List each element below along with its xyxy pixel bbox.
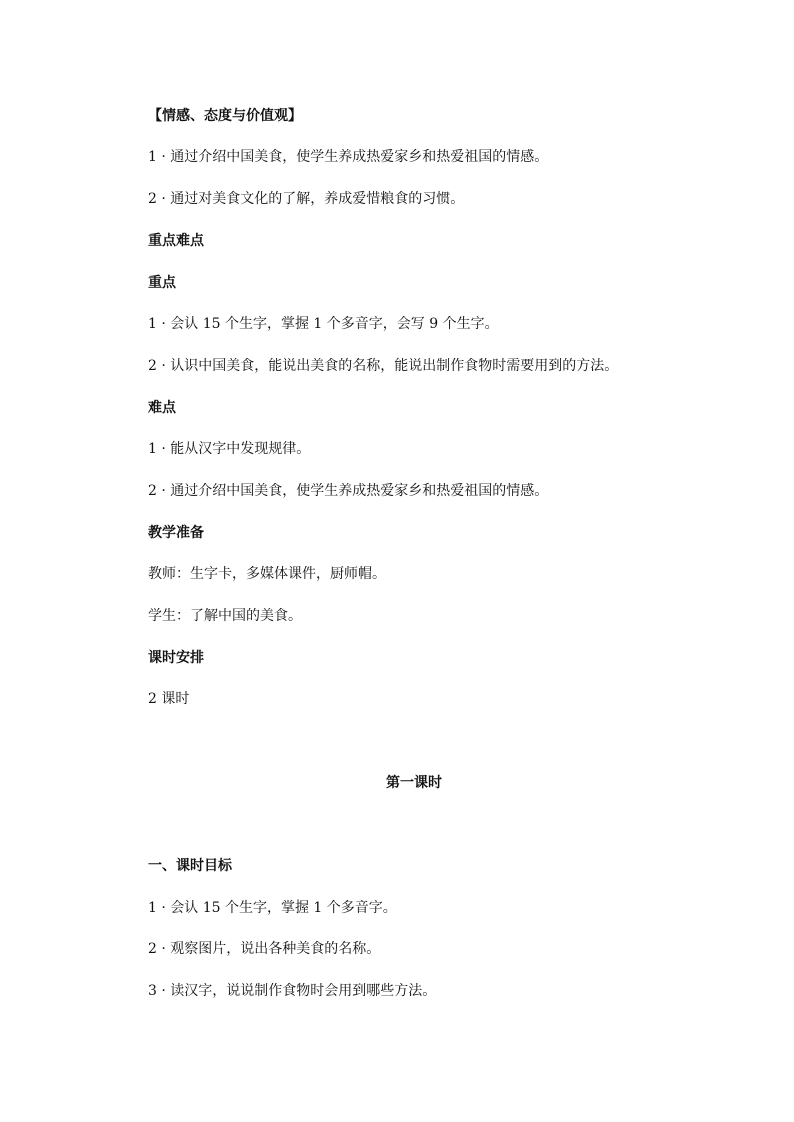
values-item-2: 2 · 通过对美食文化的了解，养成爱惜粮食的习惯。 <box>148 191 465 207</box>
difficulty-item-2: 2 · 通过介绍中国美食，使学生养成热爱家乡和热爱祖国的情感。 <box>148 483 549 499</box>
objective-item-2: 2 · 观察图片，说出各种美食的名称。 <box>148 941 381 957</box>
section-heading-schedule: 课时安排 <box>148 650 204 666</box>
objective-item-3: 3 · 读汉字，说说制作食物时会用到哪些方法。 <box>148 983 437 999</box>
values-item-1: 1 · 通过介绍中国美食，使学生养成热爱家乡和热爱祖国的情感。 <box>148 149 549 165</box>
preparation-student: 学生：了解中国的美食。 <box>148 608 302 624</box>
focus-item-2: 2 · 认识中国美食，能说出美食的名称，能说出制作食物时需要用到的方法。 <box>148 358 619 374</box>
difficulty-item-1: 1 · 能从汉字中发现规律。 <box>148 441 311 457</box>
schedule-value: 2 课时 <box>148 691 190 707</box>
lesson-title: 第一课时 <box>386 775 442 791</box>
objective-item-1: 1 · 会认 15 个生字，掌握 1 个多音字。 <box>148 900 397 916</box>
section-heading-objectives: 一、课时目标 <box>148 858 232 874</box>
subheading-focus: 重点 <box>148 275 176 291</box>
subheading-difficulty: 难点 <box>148 400 176 416</box>
focus-item-1: 1 · 会认 15 个生字，掌握 1 个多音字，会写 9 个生字。 <box>148 316 499 332</box>
section-heading-values: 【情感、态度与价值观】 <box>148 108 302 124</box>
section-heading-key-points: 重点难点 <box>148 233 204 249</box>
section-heading-preparation: 教学准备 <box>148 525 204 541</box>
preparation-teacher: 教师：生字卡，多媒体课件，厨师帽。 <box>148 566 386 582</box>
